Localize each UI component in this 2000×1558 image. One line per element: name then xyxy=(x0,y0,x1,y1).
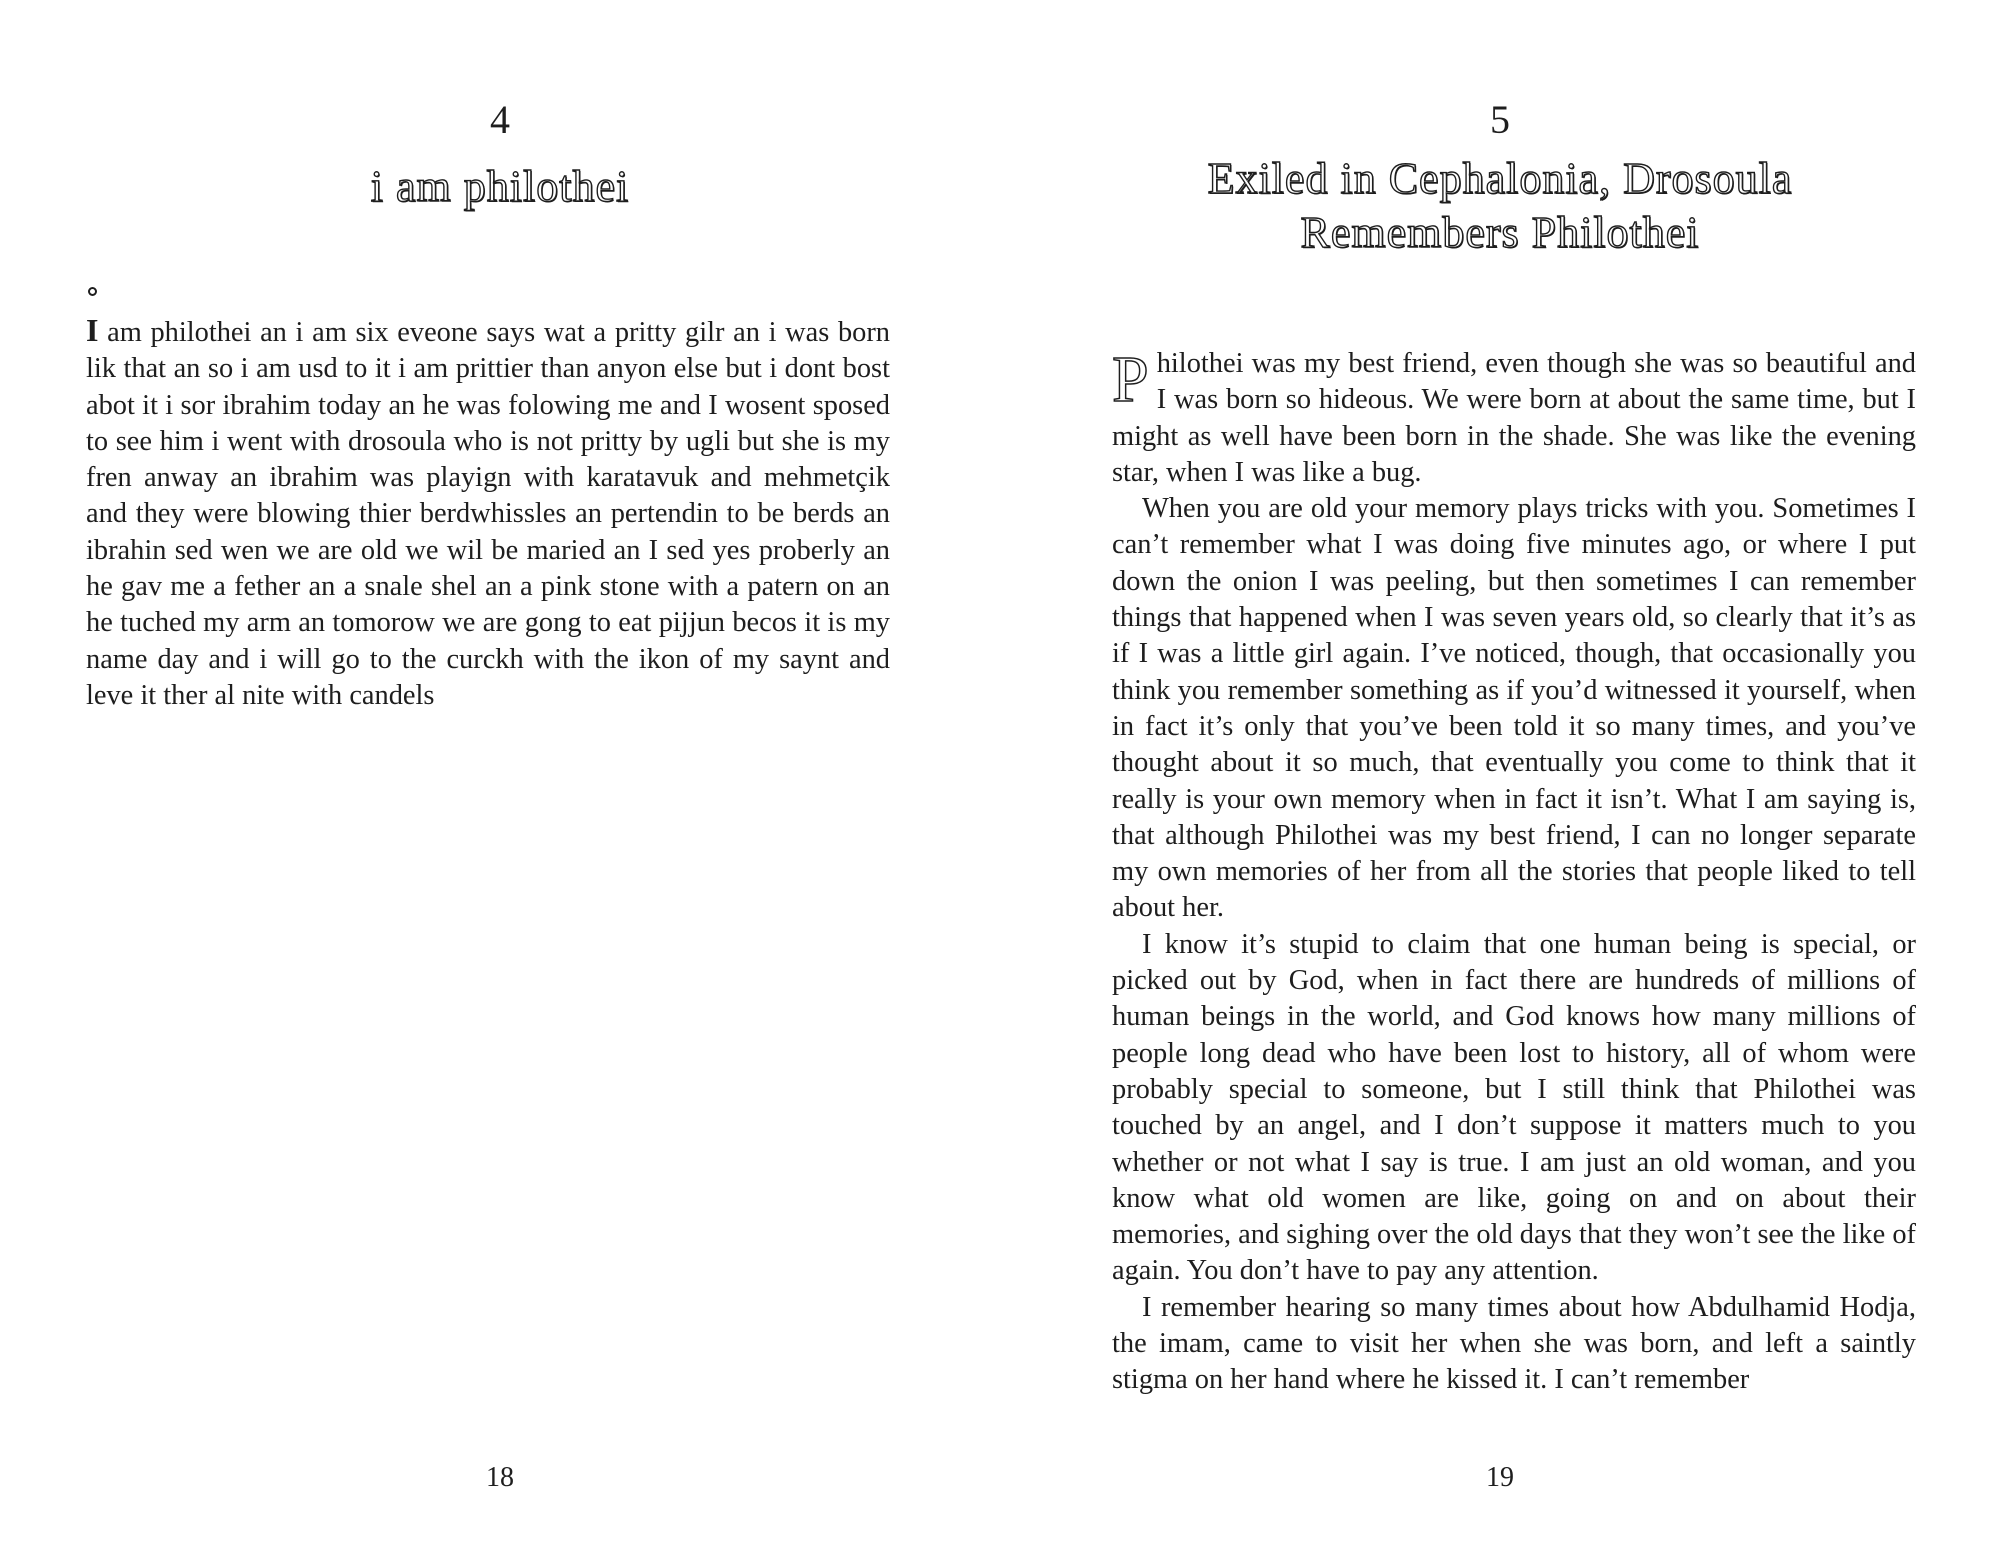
paragraph xyxy=(1112,343,1916,491)
right-page xyxy=(1000,0,2000,1558)
chapter-title: i am philothei xyxy=(370,162,630,211)
chapter-number: 5 xyxy=(1490,97,1510,142)
body-text xyxy=(86,312,890,714)
page-number: 18 xyxy=(486,1462,514,1493)
paragraph: I remember hearing so many times about how Abdulhamid Hodja, the imam, came to visit her when she was born, and left a saintly stigma on her hand where he kissed it. I can’t remember xyxy=(1112,1291,1916,1396)
paragraph-text: hilothei was my best friend, even though she was so beautiful and I was born so hideous. We were born at about the same time, but I might as well have been born in the shade. She was like the evening star, when I was like a bug. xyxy=(1112,348,1916,488)
paragraph: I know it’s stupid to claim that one human being is special, or picked out by God, when in fact there are hundreds of millions of human beings in the world, and God knows how many millions of people long dead who have been lost to history, all of whom were probably special to someone, but I still think that Philothei was touched by an angel, and I don’t suppose it matters much to you whether or not what I say is true. I am just an old woman, and you know what old women are like, going on and on about their memories, and sighing over the old days that they won’t see the like of again. You don’t have to pay any attention. xyxy=(1112,928,1916,1287)
chapter-number: 4 xyxy=(490,97,510,142)
chapter-title xyxy=(1000,152,2000,260)
chapter-title-line: Exiled in Cephalonia, Drosoula xyxy=(1207,154,1793,203)
paragraph xyxy=(86,312,890,714)
ornament-icon xyxy=(88,287,97,296)
paragraph: When you are old your memory plays tricks with you. Sometimes I can’t remember what I was doing five minutes ago, or where I put down the onion I was peeling, but then sometimes I can remember things that happened when I was seven years old, so clearly that it’s as if I was a little girl again. I’ve noticed, though, that occasionally you think you remember something as if you’d witnessed it yourself, when in fact it’s only that you’ve been told it so many times, and you’ve thought about it so much, that eventually you come to think that it really is your own memory when in fact it isn’t. What I am saying is, that although Philothei was my best friend, I can no longer separate my own memories of her from all the stories that people liked to tell about her. xyxy=(1112,493,1916,924)
chapter-title-line: Remembers Philothei xyxy=(1300,208,1700,257)
paragraph-text: am philothei an i am six eveone says wat a pritty gilr an i was born lik that an so i am usd to it i am prittier than anyon else but i dont bost abot it i sor ibrahim today an he was folowing me and I wosent sposed to see him i went with drosoula who is not pritty by ugli but she is my fren anway an ibrahim was playign with karatavuk and mehmetçik and they were blowing thier berdwhissles an pertendin to be berds an ibrahin sed wen we are old we wil be maried an I sed yes proberly an he gav me a fether an a snale shel an a pink stone with a patern on an he tuched my arm an tomorow we are gong to eat pijjun becos it is my name day and i will go to the curckh with the ikon of my saynt and leve it ther al nite with candels xyxy=(86,317,890,711)
drop-cap: I xyxy=(86,312,99,348)
page-number: 19 xyxy=(1486,1462,1514,1493)
drop-cap: P xyxy=(1112,343,1149,416)
body-text xyxy=(1112,343,1916,1399)
